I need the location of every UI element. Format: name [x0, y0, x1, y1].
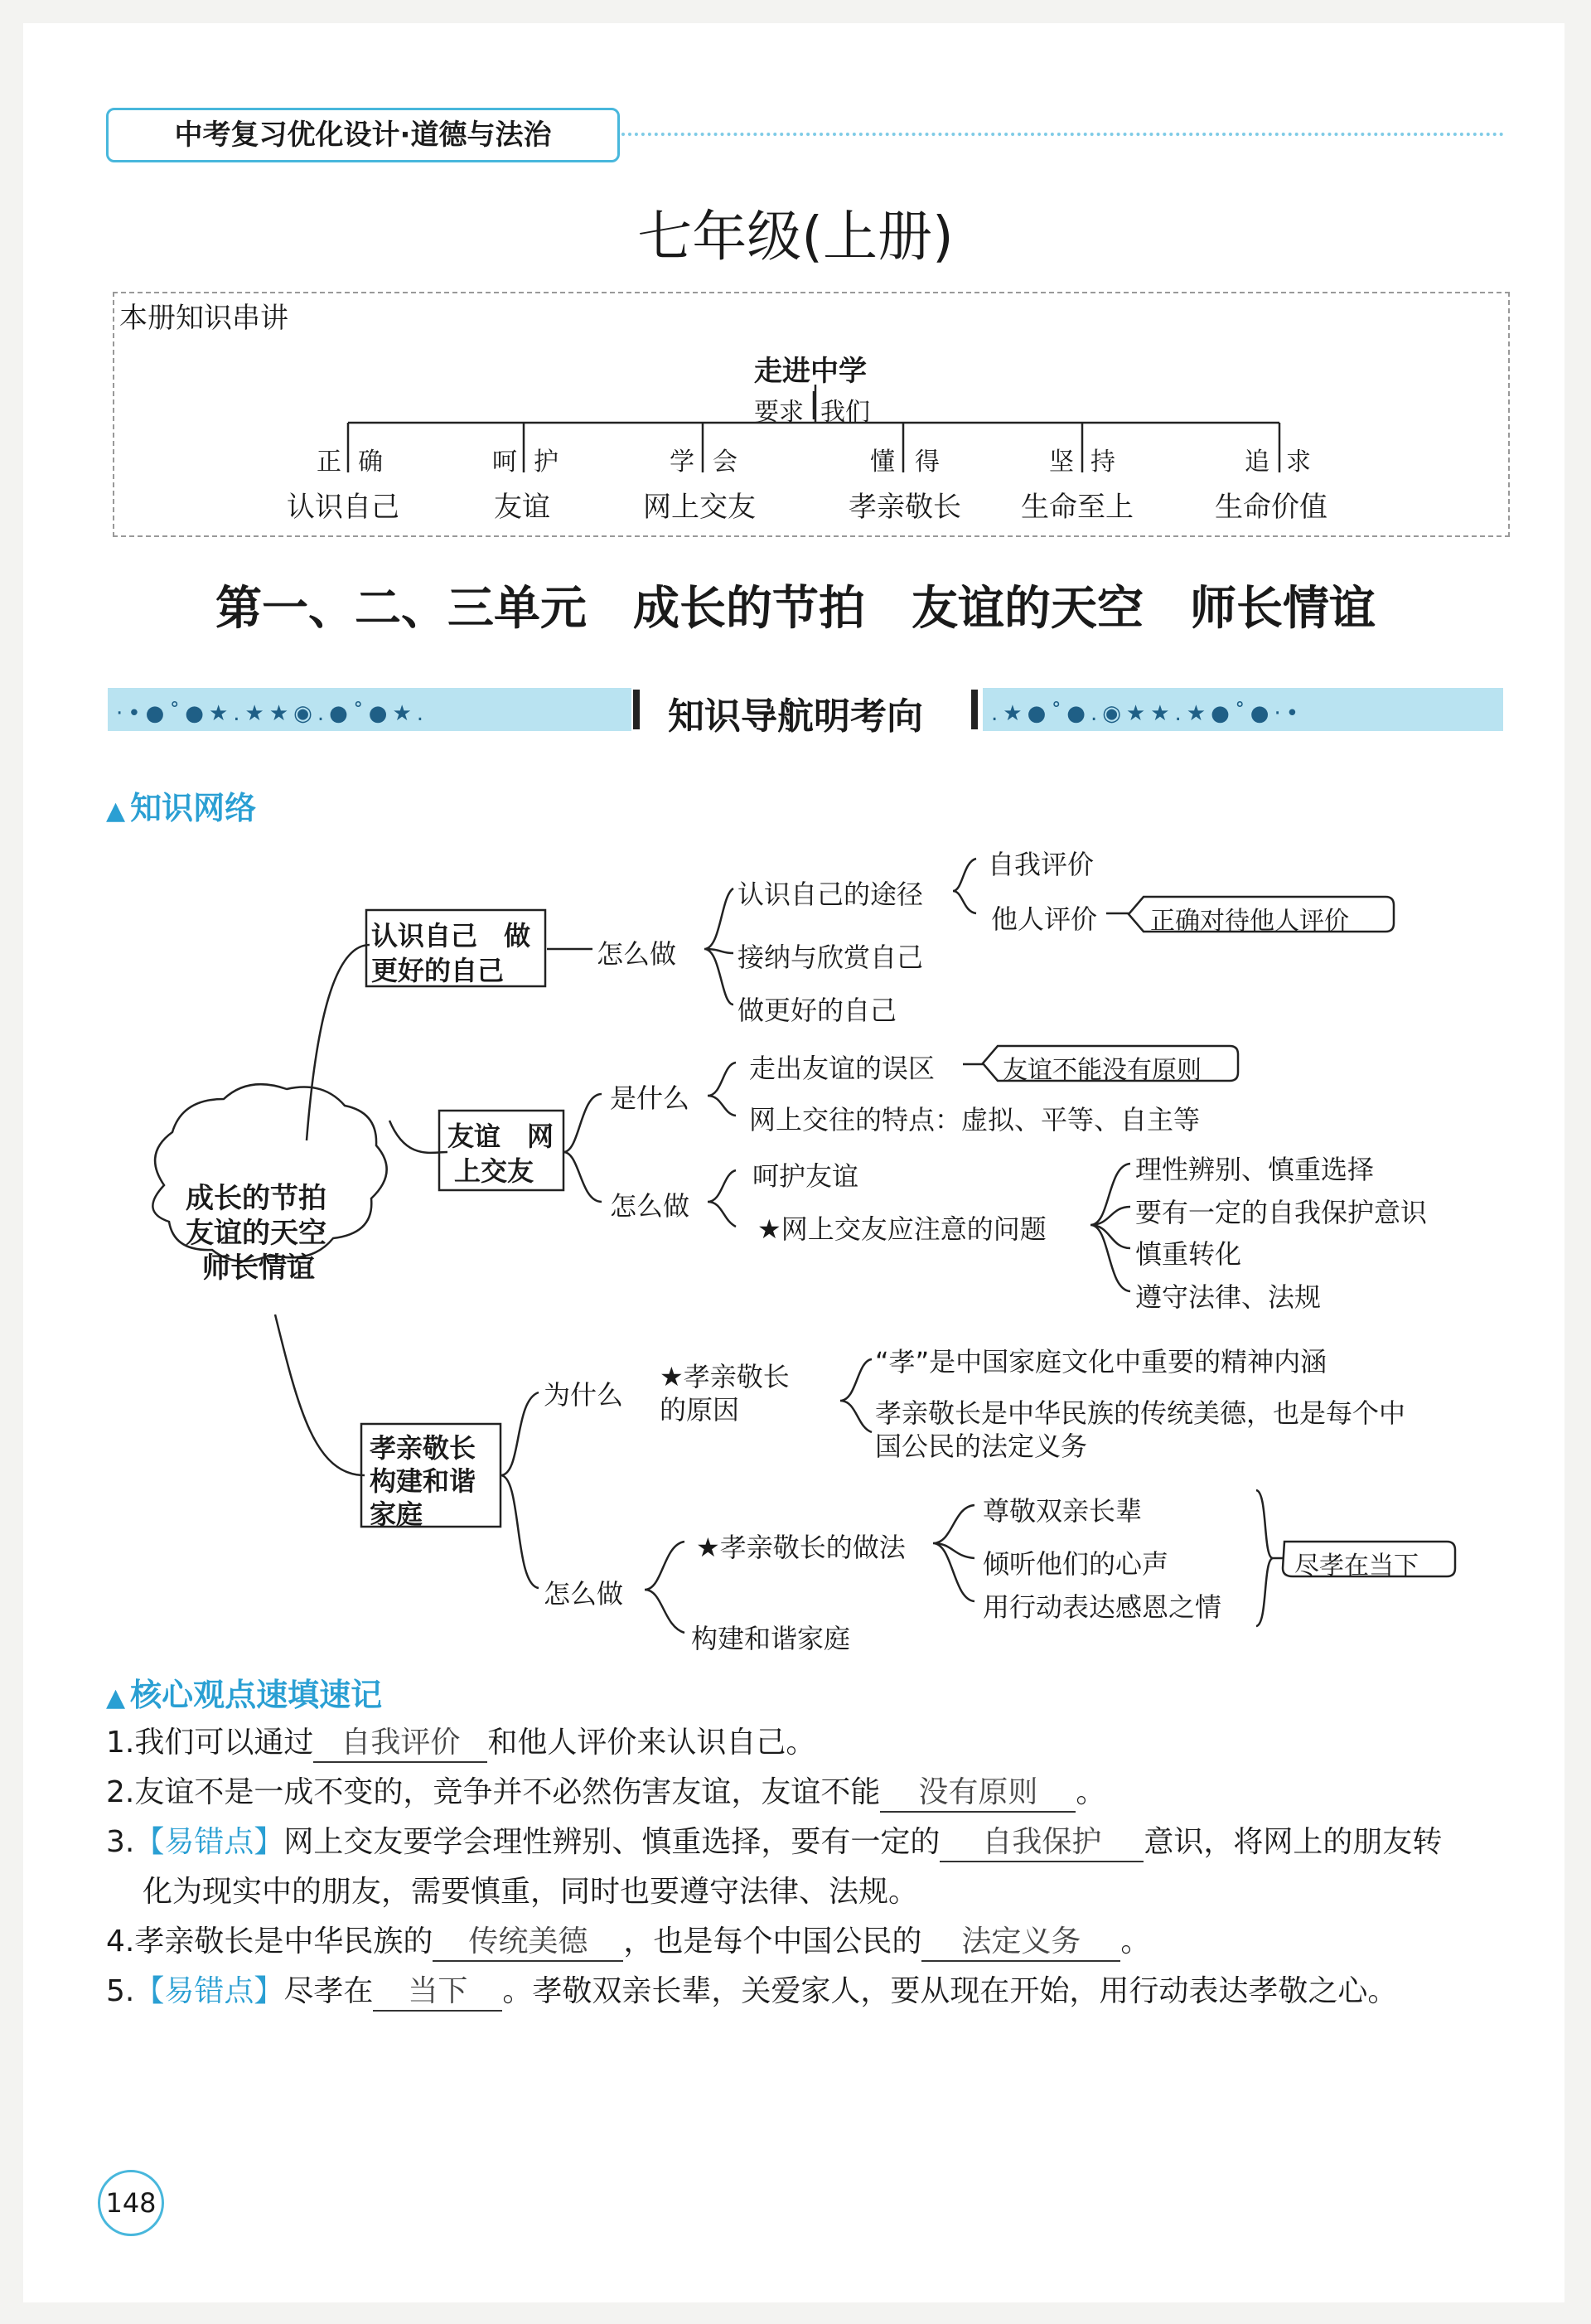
branch2-attention: ★网上交友应注意的问题	[757, 1213, 1047, 1245]
overview-branch-a: 呵	[492, 448, 517, 477]
branch2-online-feature: 网上交往的特点：虚拟、平等、自主等	[749, 1104, 1201, 1135]
center-line: 友谊的天空	[186, 1217, 326, 1250]
branch1-accept: 接纳与欣赏自己	[737, 942, 924, 973]
branch2-misread: 走出友谊的误区	[749, 1053, 936, 1084]
unit-title: 第一、二、三单元 成长的节拍 友谊的天空 师长情谊	[215, 582, 1376, 636]
triangle-icon: ▲	[106, 796, 126, 826]
series-title: 中考复习优化设计·道德与法治	[174, 119, 552, 152]
fill-blank[interactable]: 自我保护	[940, 1818, 1144, 1862]
overview-branch-a: 追	[1245, 448, 1269, 477]
branch1-box-line: 更好的自己	[371, 955, 505, 986]
error-tag: 【易错点】	[134, 1825, 284, 1859]
overview-sub-right: 我们	[820, 398, 870, 427]
branch3-reason1: “孝”是中国家庭文化中重要的精神内涵	[875, 1346, 1327, 1377]
branch1-better: 做更好的自己	[737, 995, 897, 1026]
overview-topic: 生命价值	[1215, 491, 1327, 524]
overview-topic: 友谊	[494, 491, 550, 524]
branch1-box-line: 认识自己 做	[371, 920, 531, 951]
branch2-box-line: 友谊 网	[447, 1121, 554, 1152]
fill-blank[interactable]: 传统美德	[433, 1918, 623, 1962]
overview-branch-b: 得	[915, 448, 940, 477]
branch2-protect: 呵护友谊	[752, 1160, 859, 1192]
fill-blank[interactable]: 法定义务	[921, 1918, 1120, 1962]
branch2-item: 理性辨别、慎重选择	[1135, 1154, 1375, 1185]
overview-topic: 生命至上	[1021, 491, 1134, 524]
branch1-other-note: 正确对待他人评价	[1150, 907, 1349, 936]
branch3-harmony: 构建和谐家庭	[691, 1623, 851, 1654]
overview-branch-a: 正	[317, 448, 341, 477]
core-item: 3.【易错点】网上交友要学会理性辨别、慎重选择，要有一定的 自我保护 意识，将网上的朋友转	[106, 1818, 1442, 1862]
core-item-continued: 化为现实中的朋友，需要慎重，同时也要遵守法律、法规。	[143, 1875, 919, 1909]
branch3-method-note: 尽孝在当下	[1294, 1552, 1419, 1581]
branch1-ways: 认识自己的途径	[737, 879, 924, 910]
overview-label: 本册知识串讲	[119, 302, 288, 335]
fill-blank[interactable]: 没有原则	[880, 1769, 1076, 1813]
overview-root: 走进中学	[754, 355, 867, 388]
center-line: 成长的节拍	[186, 1182, 326, 1215]
fill-blank[interactable]: 当下	[373, 1968, 502, 2012]
branch1-how: 怎么做	[597, 938, 677, 970]
branch1-self-eval: 自我评价	[988, 849, 1095, 880]
branch2-how: 怎么做	[610, 1190, 690, 1222]
branch3-method-item: 倾听他们的心声	[983, 1548, 1169, 1580]
grade-title: 七年级(上册)	[637, 205, 954, 269]
branch3-box-line: 构建和谐	[370, 1465, 476, 1497]
overview-branch-b: 会	[713, 448, 737, 477]
nav-title: 知识导航明考向	[668, 695, 923, 738]
overview-branch-a: 坚	[1049, 448, 1074, 477]
nav-dots-left: ·•●˚●★.★★◉.●˚●★.	[116, 701, 429, 726]
branch3-reason2: 国公民的法定义务	[875, 1431, 1088, 1462]
overview-branch-a: 学	[670, 448, 694, 477]
branch2-what: 是什么	[610, 1082, 690, 1114]
overview-branch-b: 确	[358, 448, 383, 477]
branch3-why: 为什么	[544, 1379, 624, 1411]
page-number: 148	[98, 2170, 164, 2236]
branch2-item: 慎重转化	[1135, 1238, 1242, 1270]
branch2-misread-note: 友谊不能没有原则	[1003, 1056, 1202, 1085]
overview-branch-b: 求	[1286, 448, 1311, 477]
error-tag: 【易错点】	[134, 1974, 284, 2008]
branch1-other-eval: 他人评价	[991, 903, 1098, 935]
branch3-box-line: 孝亲敬长	[370, 1432, 476, 1464]
branch3-reason: 的原因	[660, 1394, 740, 1426]
nav-dots-right: .★●˚●.◉★★.★●˚●·•	[991, 701, 1304, 726]
branch2-item: 要有一定的自我保护意识	[1135, 1197, 1428, 1228]
branch3-how: 怎么做	[544, 1578, 624, 1610]
overview-topic: 孝亲敬长	[849, 491, 961, 524]
section-core-points	[106, 1669, 382, 1715]
overview-branch-b: 护	[534, 448, 559, 477]
core-item: 1.我们可以通过 自我评价 和他人评价来认识自己。	[106, 1719, 815, 1763]
section-title: 核心观点速填速记	[130, 1677, 383, 1713]
core-item: 4.孝亲敬长是中华民族的 传统美德 ，也是每个中国公民的 法定义务 。	[106, 1918, 1150, 1962]
triangle-icon: ▲	[106, 1683, 126, 1712]
overview-topic: 网上交友	[643, 491, 756, 524]
branch3-method: ★孝亲敬长的做法	[696, 1532, 906, 1563]
branch2-box-line: 上交友	[454, 1155, 534, 1187]
overview-topic: 认识自己	[287, 491, 399, 524]
section-title: 知识网络	[130, 790, 257, 826]
overview-sub-left: 要求	[754, 398, 804, 427]
fill-blank[interactable]: 自我评价	[313, 1719, 487, 1763]
branch2-item: 遵守法律、法规	[1135, 1281, 1322, 1313]
branch3-method-item: 用行动表达感恩之情	[983, 1591, 1222, 1623]
branch3-method-item: 尊敬双亲长辈	[983, 1495, 1143, 1527]
core-item: 5.【易错点】尽孝在 当下 。孝敬双亲长辈，关爱家人，要从现在开始，用行动表达孝敬之心。	[106, 1968, 1397, 2012]
overview-branch-a: 懂	[870, 448, 895, 477]
center-line: 师长情谊	[202, 1252, 315, 1285]
branch3-reason2: 孝亲敬长是中华民族的传统美德，也是每个中	[875, 1397, 1406, 1429]
branch3-box-line: 家庭	[370, 1498, 423, 1530]
core-item: 2.友谊不是一成不变的，竞争并不必然伤害友谊，友谊不能 没有原则 。	[106, 1769, 1105, 1813]
branch3-reason: ★孝亲敬长	[660, 1361, 790, 1392]
overview-branch-b: 持	[1090, 448, 1115, 477]
